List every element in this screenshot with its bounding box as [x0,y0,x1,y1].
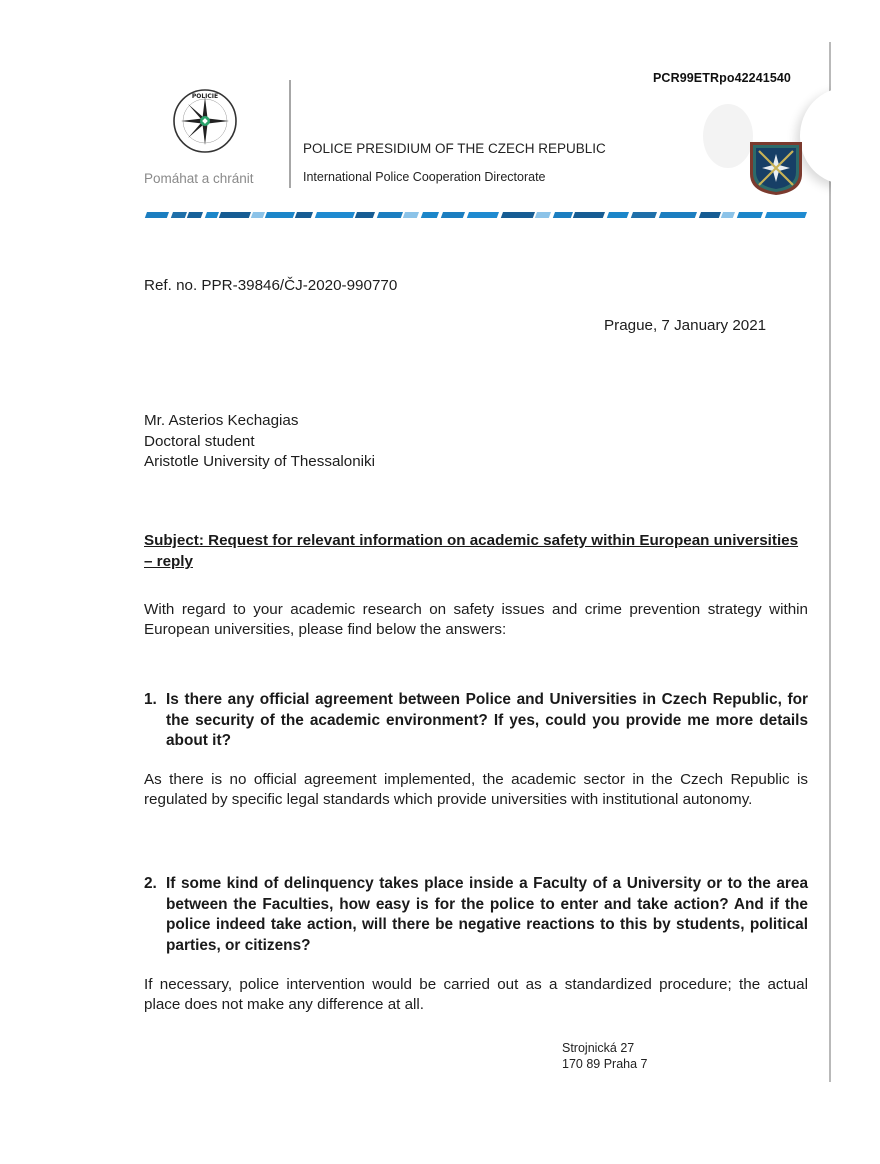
question-number: 2. [144,875,157,892]
subject-line: Subject: Request for relevant information on academic safety within European universities – reply [144,532,799,570]
question-number: 1. [144,691,157,708]
header-stripe [143,212,807,218]
motto: Pomáhat a chránit [144,171,254,186]
document-number: PCR99ETRpo42241540 [653,71,791,85]
recipient-block [144,411,375,473]
intro-paragraph: With regard to your academic research on safety issues and crime prevention strategy within European universities, please find below the answers: [144,601,808,638]
watermark-shape [703,104,753,168]
answer-1: As there is no official agreement implemented, the academic sector in the Czech Republic is regulated by specific legal standards which provide universities with institutional autonomy. [144,771,808,808]
organization-name: POLICE PRESIDIUM OF THE CZECH REPUBLIC [303,141,606,156]
reference-number: Ref. no. PPR-39846/ČJ-2020-990770 [144,277,398,294]
recipient-name: Mr. Asterios Kechagias [144,412,299,429]
recipient-institution: Aristotle University of Thessaloniki [144,453,375,470]
footer-street: Strojnická 27 [562,1041,635,1055]
department-name: International Police Cooperation Directorate [303,170,546,184]
header-divider [289,80,291,188]
svg-text:POLICIE: POLICIE [191,93,219,100]
directorate-shield-crest-icon [748,140,804,196]
police-star-emblem-icon [172,88,238,154]
question-2 [144,874,808,956]
footer-address [562,1040,648,1072]
answer-2: If necessary, police intervention would be carried out as a standardized procedure; the actual place does not make any difference at all. [144,976,808,1013]
question-text: If some kind of delinquency takes place inside a Faculty of a University or to the area between the Faculties, how easy is for the police to enter and take action? And if the police indeed take action, will there be negative reactions to this by students, political parties, or citizens? [166,875,808,954]
place-and-date: Prague, 7 January 2021 [604,317,767,334]
footer-city: 170 89 Praha 7 [562,1057,648,1071]
question-text: Is there any official agreement between Police and Universities in Czech Republic, for the security of the academic environment? If yes, could you provide me more details about it? [166,691,808,749]
recipient-title: Doctoral student [144,432,255,450]
question-1 [144,690,808,752]
